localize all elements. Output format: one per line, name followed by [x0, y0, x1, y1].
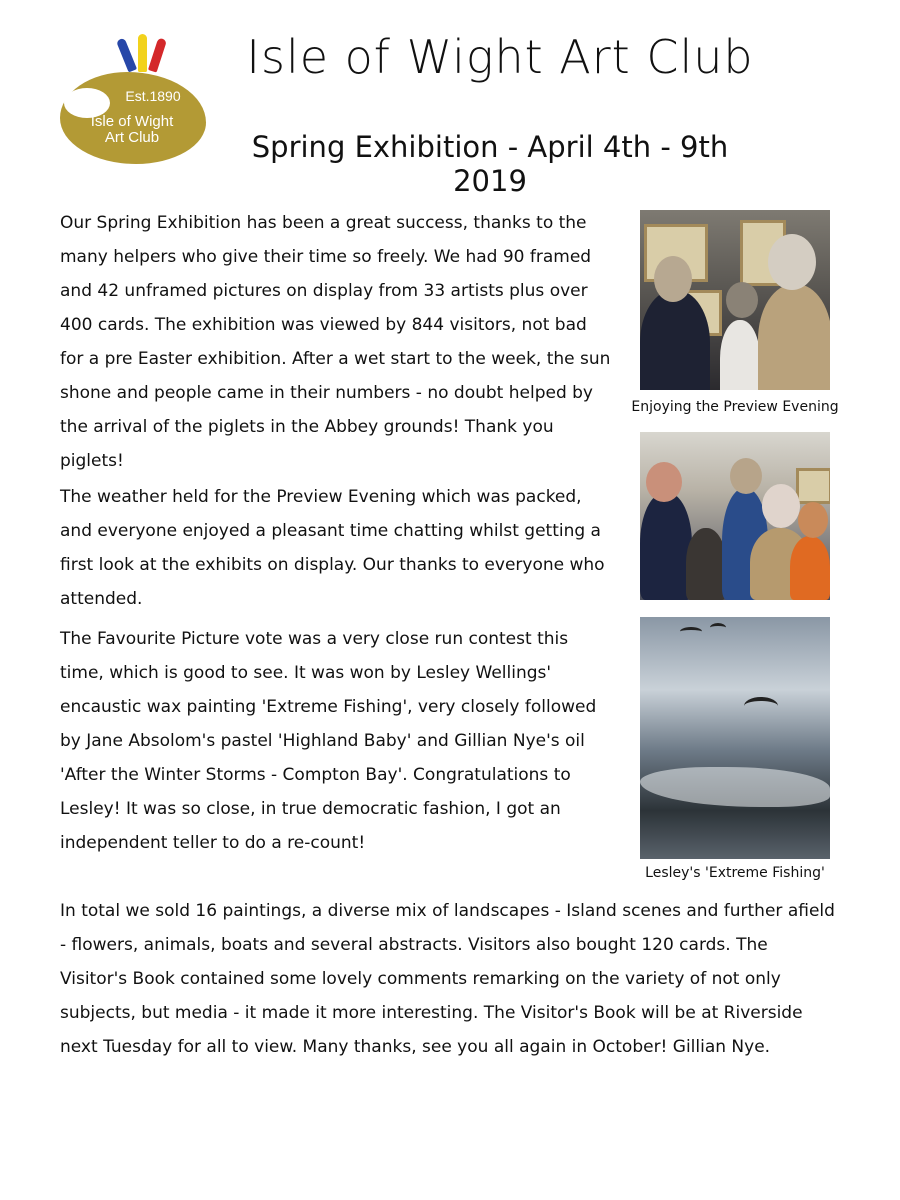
- visitor-figure: [640, 492, 692, 600]
- visitor-head: [762, 484, 800, 528]
- photo-preview-evening-1: [640, 210, 830, 390]
- wall-painting: [796, 468, 830, 504]
- paragraph-favourite-picture: The Favourite Picture vote was a very close run contest this time, which is good to see. It was won by Lesley Wellings' encaustic wax painting 'Extreme Fishing', very closely followed by Jane Absolom's pastel 'Highland Baby' and Gillian Nye's oil 'After the Winter Storms - Compton Bay'. Congratulations to Lesley! It was so close, in true democratic fashion, I got an independent teller to do a re-count!: [60, 629, 597, 853]
- logo-established: Est.1890: [125, 88, 181, 104]
- visitor-figure: [640, 290, 710, 390]
- visitor-head: [798, 502, 828, 538]
- visitor-figure: [790, 536, 830, 600]
- red-brush-icon: [148, 37, 167, 72]
- yellow-brush-icon: [138, 34, 147, 72]
- logo-name-line2: Art Club: [104, 129, 160, 146]
- visitor-head: [646, 462, 682, 502]
- paragraph-preview-evening: The weather held for the Preview Evening which was packed, and everyone enjoyed a pleasant time chatting whilst getting a first look at the exhibits on display. Our thanks to everyone who attended.: [60, 487, 605, 609]
- seagull-icon: [744, 697, 778, 715]
- visitor-head: [726, 282, 758, 318]
- photo-preview-evening-2: [640, 432, 830, 600]
- seagull-icon: [710, 623, 726, 632]
- wave-crest: [640, 767, 830, 807]
- page-subtitle: Spring Exhibition - April 4th - 9th 2019: [251, 130, 729, 198]
- visitor-figure: [720, 320, 760, 390]
- seagull-icon: [680, 627, 702, 636]
- visitor-head: [730, 458, 762, 494]
- painting-extreme-fishing: [640, 617, 830, 859]
- page-title: Isle of Wight Art Club: [246, 30, 754, 84]
- paragraph-sales-summary: In total we sold 16 paintings, a diverse mix of landscapes - Island scenes and further afield - flowers, animals, boats and several abstracts. Visitors also bought 120 cards. The Visitor's Book contained some lovely comments remarking on the variety of not only subjects, but media - it made it more interesting. The Visitor's Book will be at Riverside next Tuesday for all to view. Many thanks, see you all again in October! Gillian Nye.: [60, 901, 835, 1057]
- caption-extreme-fishing: Lesley's 'Extreme Fishing': [645, 865, 825, 881]
- logo-name-line1: Isle of Wight: [90, 113, 174, 130]
- visitor-figure: [686, 528, 726, 600]
- visitor-head: [768, 234, 816, 290]
- blue-brush-icon: [116, 38, 137, 73]
- paragraph-exhibition-summary: Our Spring Exhibition has been a great success, thanks to the many helpers who give their time so freely. We had 90 framed and 42 unframed pictures on display from 33 artists plus over 400 cards. The exhibition was viewed by 844 visitors, not bad for a pre Easter exhibition. After a wet start to the week, the sun shone and people came in their numbers - no doubt helped by the arrival of the piglets in the Abbey grounds! Thank you piglets!: [60, 213, 611, 471]
- club-logo: [58, 30, 208, 165]
- logo-name: [62, 114, 202, 146]
- visitor-head: [654, 256, 692, 302]
- caption-preview-evening: Enjoying the Preview Evening: [631, 399, 839, 415]
- visitor-figure: [758, 284, 830, 390]
